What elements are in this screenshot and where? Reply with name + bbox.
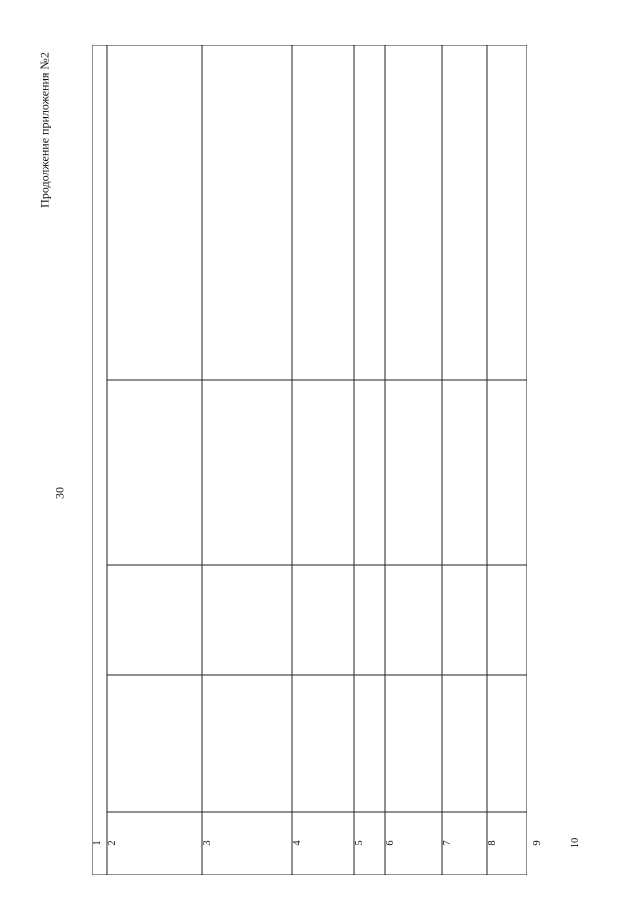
page-number: 30 xyxy=(52,487,67,499)
table-grid xyxy=(92,45,527,875)
column-number-8: 8 xyxy=(487,840,498,846)
column-number-2: 2 xyxy=(107,840,118,846)
column-number-5: 5 xyxy=(354,840,365,846)
column-number-6: 6 xyxy=(385,840,396,846)
column-number-4: 4 xyxy=(292,840,303,846)
appendix-title: Продолжение приложения №2 xyxy=(37,52,52,208)
column-number-3: 3 xyxy=(202,840,213,846)
data-table xyxy=(92,45,581,875)
column-number-9: 9 xyxy=(532,840,543,846)
column-number-1: 1 xyxy=(92,840,103,846)
column-number-7: 7 xyxy=(442,840,453,846)
column-number-10: 10 xyxy=(570,837,581,849)
